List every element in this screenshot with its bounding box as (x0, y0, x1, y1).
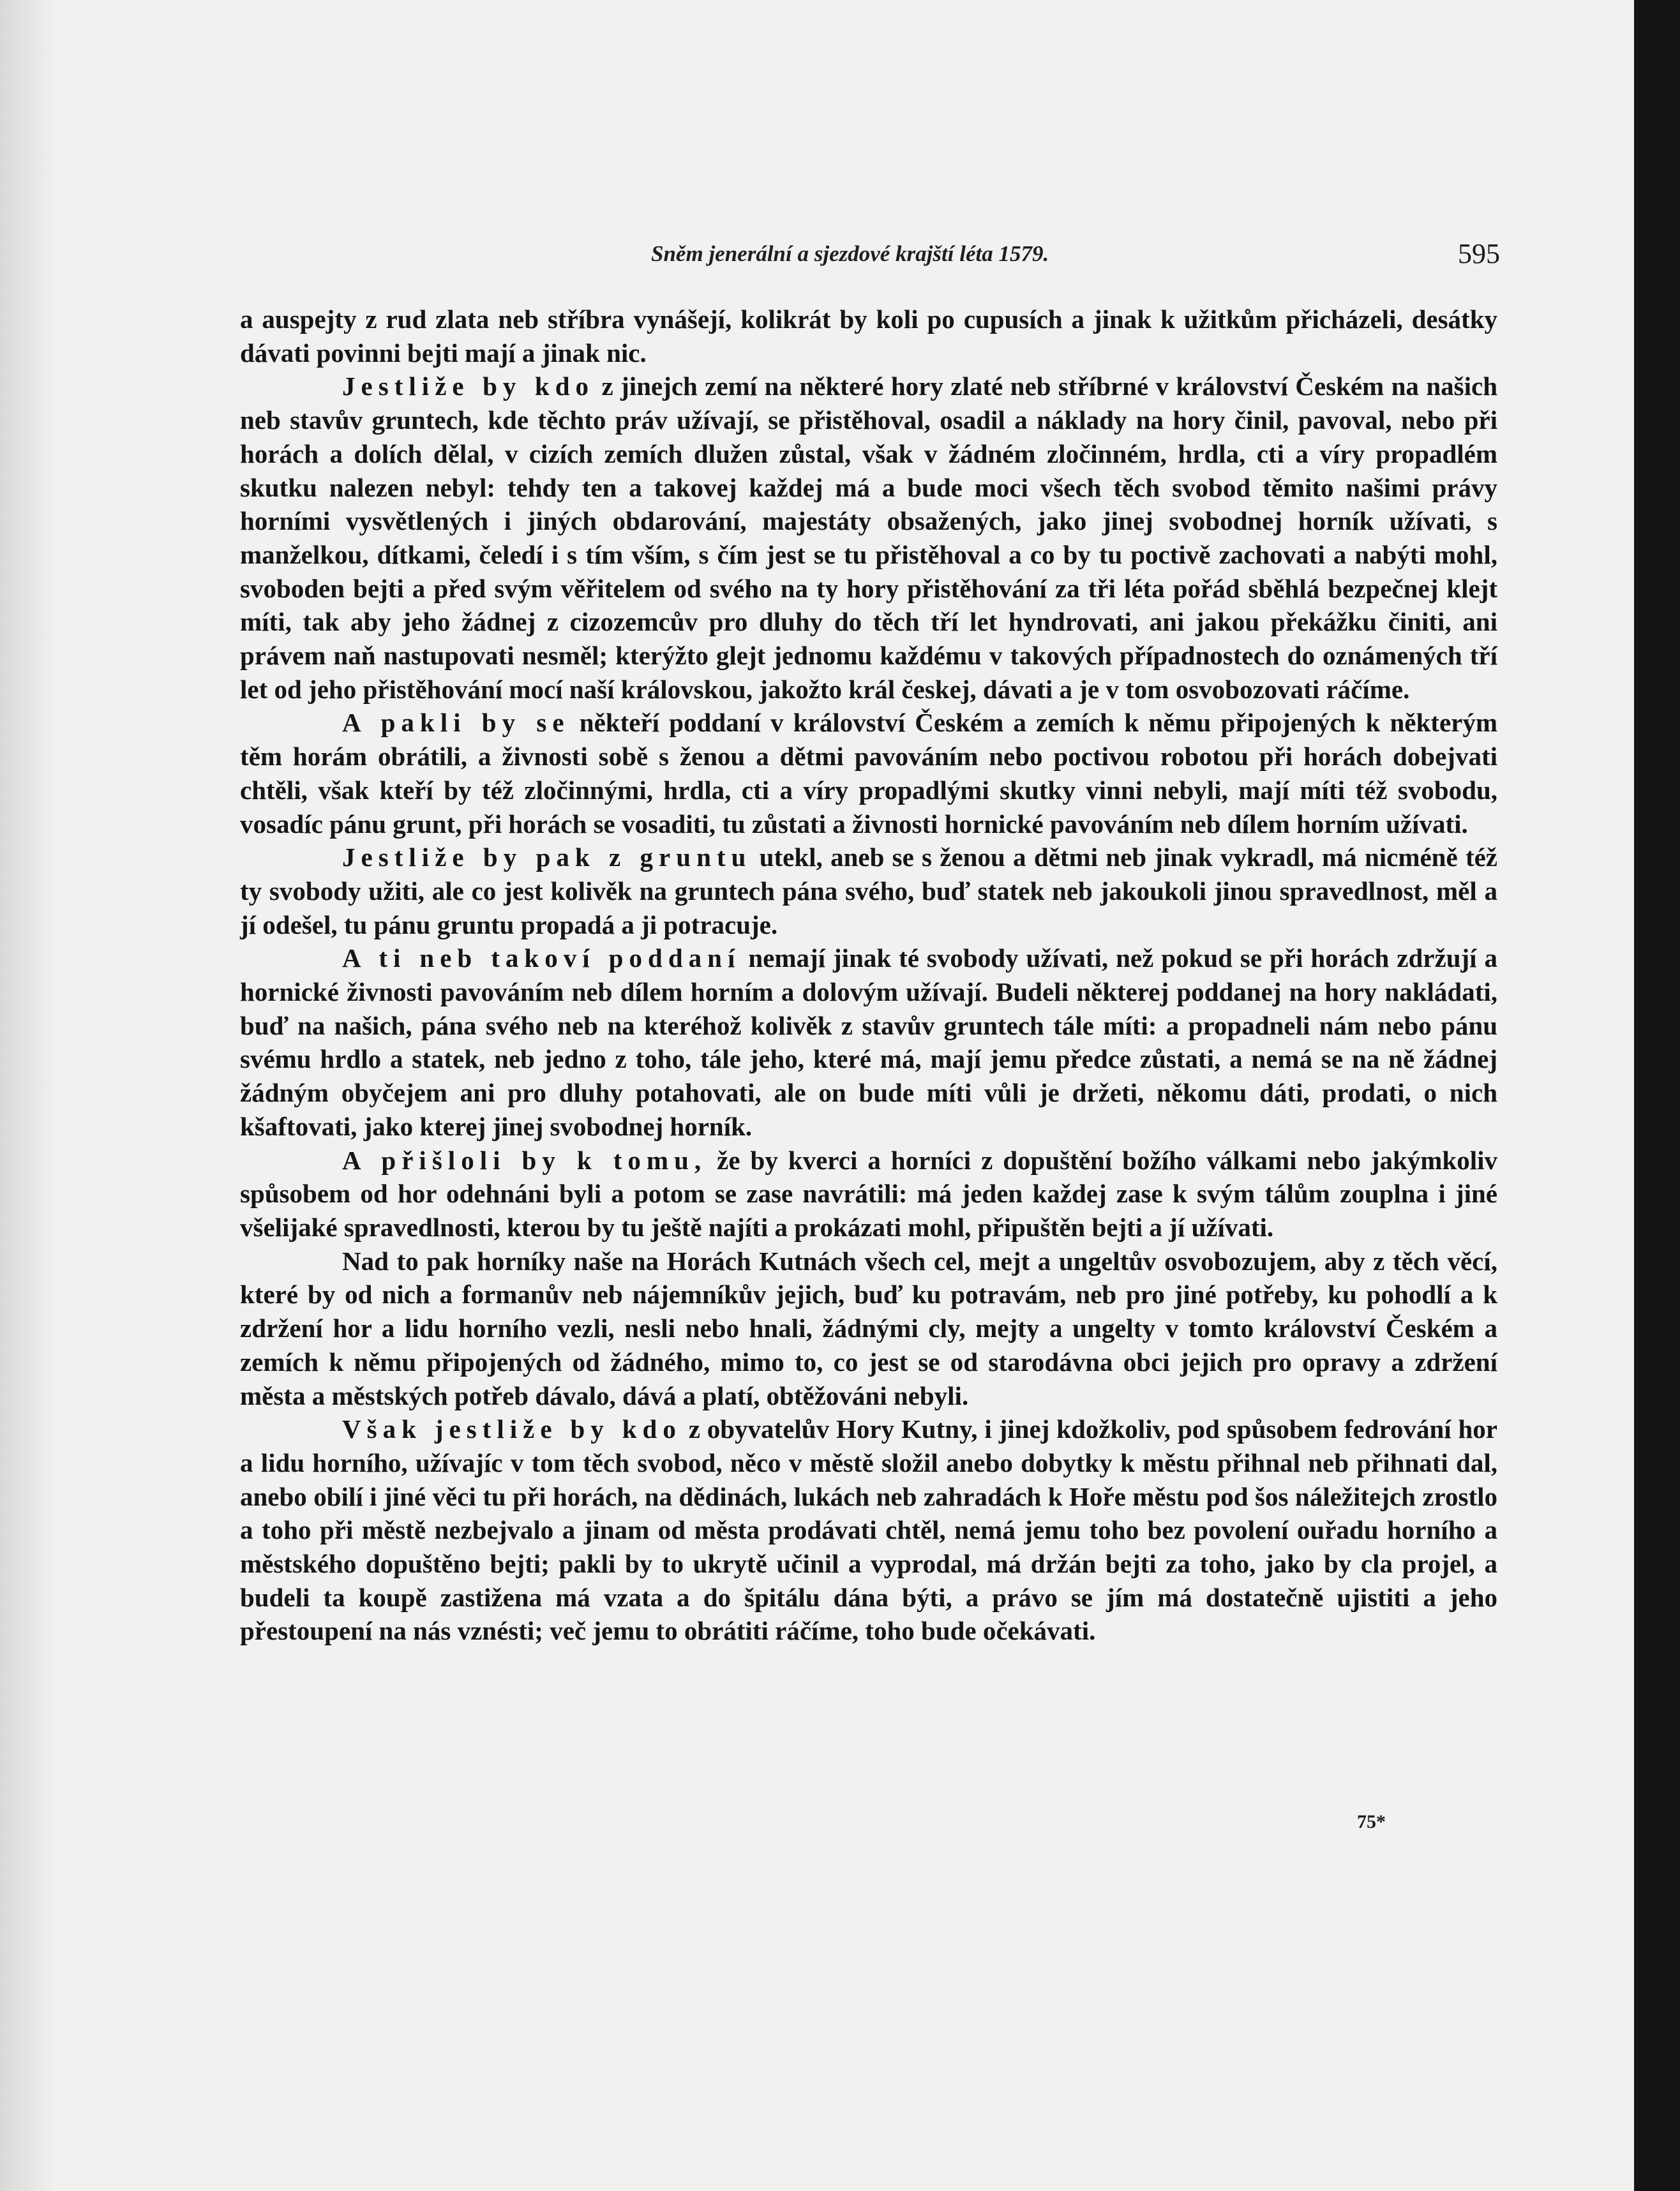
spaced-opening: Jestliže by kdo (342, 371, 595, 401)
paragraph-text: nemají jinak té svobody užívati, než pokud se při horách zdržují a hornické živnosti pavováním neb dílem horním a dolovým užívají. Budeli některej poddanej na hory nakládati, buď na našich, pána svého neb na kteréhož kolivěk z stavův gruntech tále míti: a propadneli nám nebo pánu svému hrdlo a statek, neb jedno z toho, tále jeho, které má, mají jemu předce zůstati, a nemá se na ně žádnej žádným obyčejem ani pro dluhy potahovati, ale on bude míti vůli je držeti, někomu dáti, prodati, o nich kšaftovati, jako kterej jinej svobodnej horník. (240, 943, 1497, 1141)
paragraph (240, 841, 1497, 941)
paragraph (240, 1144, 1497, 1245)
paragraph (240, 941, 1497, 1143)
paragraph (240, 1245, 1497, 1413)
running-title: Sněm jenerální a sjezdové krajští léta 1579. (651, 241, 1049, 266)
running-header (236, 238, 1500, 273)
paragraph (240, 370, 1497, 706)
page-number: 595 (1458, 238, 1500, 269)
spaced-opening: Však jestliže by kdo (342, 1414, 682, 1444)
paragraph-text: utekl, aneb se s ženou a dětmi neb jinak vykradl, má nicméně též ty svobody užiti, ale co jest kolivěk na gruntech pána svého, buď statek neb jakoukoli jinou spravedlnost, měl a jí odešel, tu pánu gruntu propadá a ji potracuje. (240, 842, 1498, 939)
paragraph-text: že by kverci a horníci z dopuštění božího válkami nebo jakýmkoliv spůsobem od hor odehnáni byli a potom se zase navrátili: má jeden každej zase k svým tálům zouplna i jiné všelijaké spravedlnosti, kterou by tu ještě najíti a prokázati mohl, připuštěn bejti a jí užívati. (240, 1145, 1497, 1242)
spaced-opening: A přišloli by k tomu, (342, 1145, 707, 1175)
paragraph-text: někteří poddaní v království Českém a zemích k němu připojených k některým těm horám obrátili, a živnosti sobě s ženou a dětmi pavováním nebo poctivou robotou při horách dobejvati chtěli, však kteří by též zločinnými, hrdla, cti a víry propadlými skutky vinni nebyli, mají míti též svobodu, vosadíc pánu grunt, při horách se vosaditi, tu zůstati a živnosti hornické pavováním neb dílem horním užívati. (240, 708, 1497, 839)
paragraph-text: z jinejch zemí na některé hory zlaté neb stříbrné v království Českém na našich neb stavův gruntech, kde těchto práv užívají, se přistěhoval, osadil a náklady na hory činil, pavoval, nebo při horách a dolích dělal, v cizích zemích dlužen zůstal, však v žádném zločinném, hrdla, cti a víry propadlém skutku nalezen nebyl: tehdy ten a takovej každej má a bude moci všech těch svobod těmito našimi právy horními vysvětlených i jiných obdarování, majestáty obsažených, jako jinej svobodnej horník užívati, s manželkou, dítkami, čeledí i s tím vším, s čím jest se tu přistěhoval a co by tu poctivě zachovati a nabýti mohl, svoboden bejti a před svým věřitelem od svého na ty hory přistěhování za tři léta pořád sběhlá bezpečnej klejt míti, tak aby jeho žádnej z cizozemcův pro dluhy do těch tří let hyndrovati, ani jakou překážku činiti, ani právem naň nastupovati nesměl; kterýžto glejt jednomu každému v takových případnostech do oznámených tří let od jeho přistěhování mocí naší královskou, jakožto král českej, dávati a je v tom osvobozovati ráčíme. (240, 371, 1497, 704)
paragraph (240, 303, 1497, 370)
spaced-opening: A ti neb takoví poddaní (342, 943, 741, 973)
spaced-opening: A pakli by se (342, 708, 570, 738)
paragraph-text: Nad to pak horníky naše na Horách Kutnách všech cel, mejt a ungeltův osvobozujem, aby z těch věcí, které by od nich a formanův neb nájemníkův jejich, buď ku potravám, neb pro jiné potřeby, ku pohodlí a k zdržení hor a lidu horního vezli, nesli nebo hnali, žádnými cly, mejty a ungelty v tomto království Českém a zemích k němu připojených od žádného, mimo to, co jest se od starodávna obci jejich pro opravy a zdržení města a městských potřeb dávalo, dává a platí, obtěžováni nebyli. (240, 1246, 1497, 1410)
paragraph (240, 1412, 1497, 1648)
paragraph-text: a auspejty z rud zlata neb stříbra vynášejí, kolikrát by koli po cupusích a jinak k užitkům přicházeli, desátky dávati povinni bejti mají a jinak nic. (240, 304, 1497, 368)
paragraph (240, 706, 1497, 841)
spaced-opening: Jestliže by pak z gruntu (342, 842, 752, 872)
paragraph-text: z obyvatelův Hory Kutny, i jinej kdožkoliv, pod spůsobem fedrování hor a lidu horního, užívajíc v tom těch svobod, něco v městě složil anebo dobytky k městu přihnal neb přihnati dal, anebo obilí i jiné věci tu při horách, na dědinách, lukách neb zahradách k Hoře městu pod šos náležitejch zrostlo a toho při městě nezbejvalo a jinam od města prodávati chtěl, nemá jemu toho bez povolení ouřadu horního a městského dopuštěno bejti; pakli by to ukrytě učinil a vyprodal, má držán bejti za toho, jako by cla projel, a budeli ta koupě zastižena má vzata a do špitálu dána býti, a právo se jím má dostatečně ujistiti a jeho přestoupení na nás vznésti; več jemu to obrátiti ráčíme, toho bude očekávati. (240, 1414, 1498, 1646)
signature-mark: 75* (1357, 1811, 1386, 1832)
body-text (240, 303, 1497, 1648)
